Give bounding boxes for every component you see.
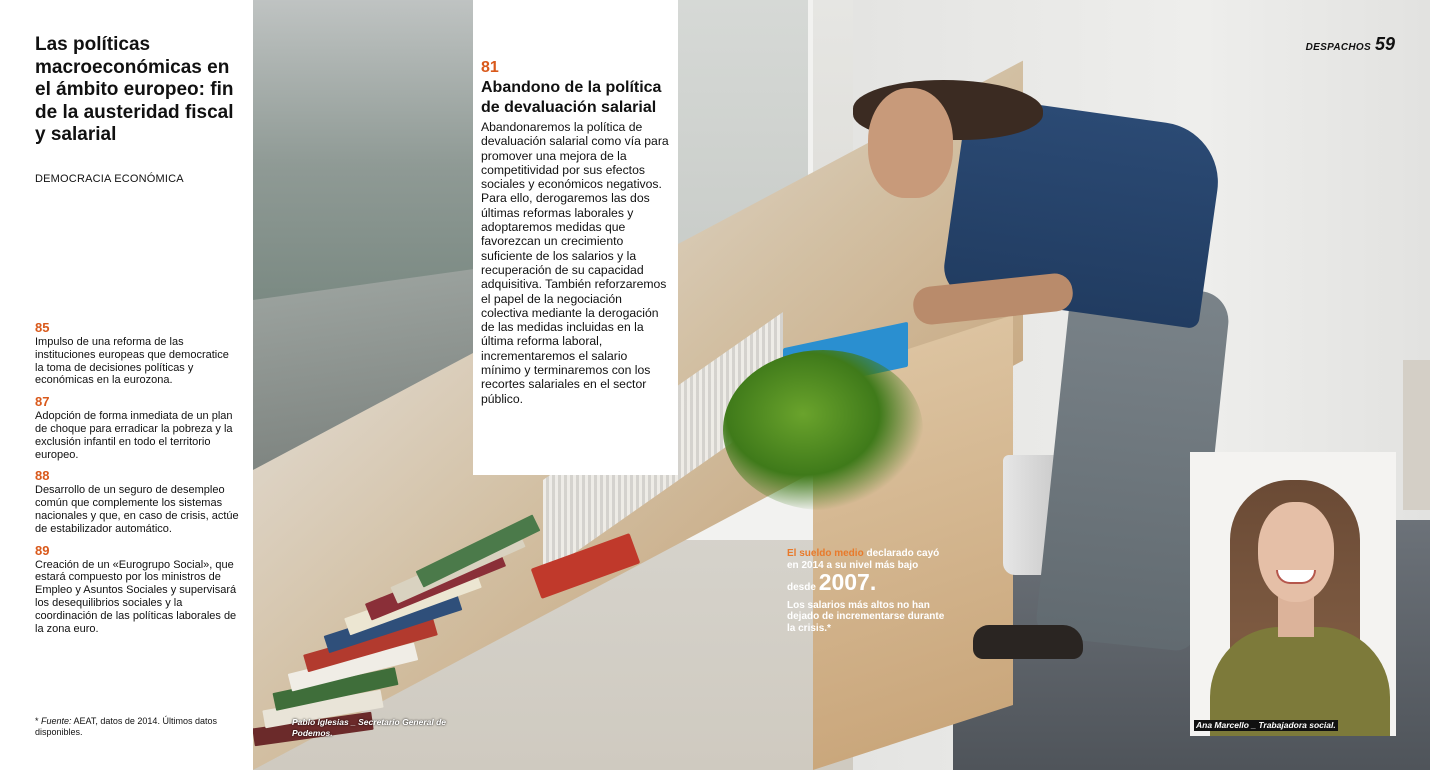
proposal-text: Impulso de una reforma de las instituciones europeas que democratice la toma de decisiones políticas y económicas en la eurozona. [35, 336, 229, 387]
left-column [0, 0, 253, 770]
stat-callout [787, 548, 947, 634]
stat-big-year: 2007. [818, 569, 877, 595]
footnote-text: AEAT, datos de 2014. Últimos datos disponibles. [35, 716, 217, 737]
footnote [35, 716, 235, 737]
header-section: DESPACHOS [1305, 42, 1371, 53]
proposal-item [35, 468, 240, 535]
proposal-text: Creación de un «Eurogrupo Social», que estará compuesto por los ministros de Empleo y Asuntos Sociales y supervisará los desequilibrios sociales y la coordinación de las políticas laborales de la zona euro. [35, 558, 237, 635]
window-glass [253, 0, 473, 300]
proposal-number: 87 [35, 394, 50, 410]
inset-portrait [1190, 452, 1396, 736]
portrait-face [1258, 502, 1334, 602]
stat-text: declarado cayó en 2014 a su nivel más bajo desde [787, 548, 940, 593]
shelf [1403, 360, 1430, 510]
proposal-number: 85 [35, 320, 50, 335]
proposal-item [35, 320, 240, 387]
feature-title: Abandono de la política de devaluación salarial [481, 79, 662, 116]
footnote-prefix: * [35, 716, 42, 726]
stat-line-2: Los salarios más altos no han dejado de incrementarse durante la crisis.* [787, 599, 945, 634]
person-head [868, 88, 953, 198]
portrait-neck [1278, 597, 1314, 637]
proposal-number: 88 [35, 468, 50, 484]
potted-plant [723, 350, 923, 510]
section-label: DEMOCRACIA ECONÓMICA [35, 173, 184, 185]
proposal-item [35, 543, 240, 636]
feature-number: 81 [481, 59, 499, 76]
inset-caption: Ana Marcello _ Trabajadora social. [1196, 720, 1336, 730]
proposal-list [35, 320, 240, 642]
person-shoe [973, 625, 1083, 659]
feature-body: Abandonaremos la política de devaluación salarial como vía para promover una mejora de la competitividad por sus efectos sociales y económicos negativos. Para ello, derogaremos las dos últimas reformas laborales y adoptaremos medidas que favorezcan un crecimiento suficiente de los salarios y la recuperación de su capacidad adquisitiva. También reforzaremos el papel de la negociación colectiva mediante la derogación de las medidas incluidas en la última reforma laboral, incrementaremos el salario mínimo y terminaremos con los recortes salariales en el sector público. [481, 120, 669, 406]
photo-caption: Pablo Iglesias _ Secretario General de Podemos. [292, 717, 447, 738]
proposal-text: Desarrollo de un seguro de desempleo común que complemente los sistemas nacionales y que, en caso de crisis, actúe de estabilizador automático. [35, 484, 239, 535]
feature-box [473, 0, 678, 475]
proposal-number: 89 [35, 542, 50, 558]
stat-accent: El sueldo medio [787, 548, 864, 559]
stat-line-1 [787, 548, 947, 594]
page-title: Las políticas macroeconómicas en el ámbito europeo: fin de la austeridad fiscal y salarial [35, 34, 234, 145]
proposal-text: Adopción de forma inmediata de un plan de choque para erradicar la pobreza y la exclusión infantil en todo el territorio europeo. [35, 410, 233, 461]
proposal-item [35, 394, 240, 461]
footnote-label: Fuente: [41, 716, 72, 726]
page-header [1306, 34, 1395, 55]
page-number: 59 [1374, 34, 1395, 54]
